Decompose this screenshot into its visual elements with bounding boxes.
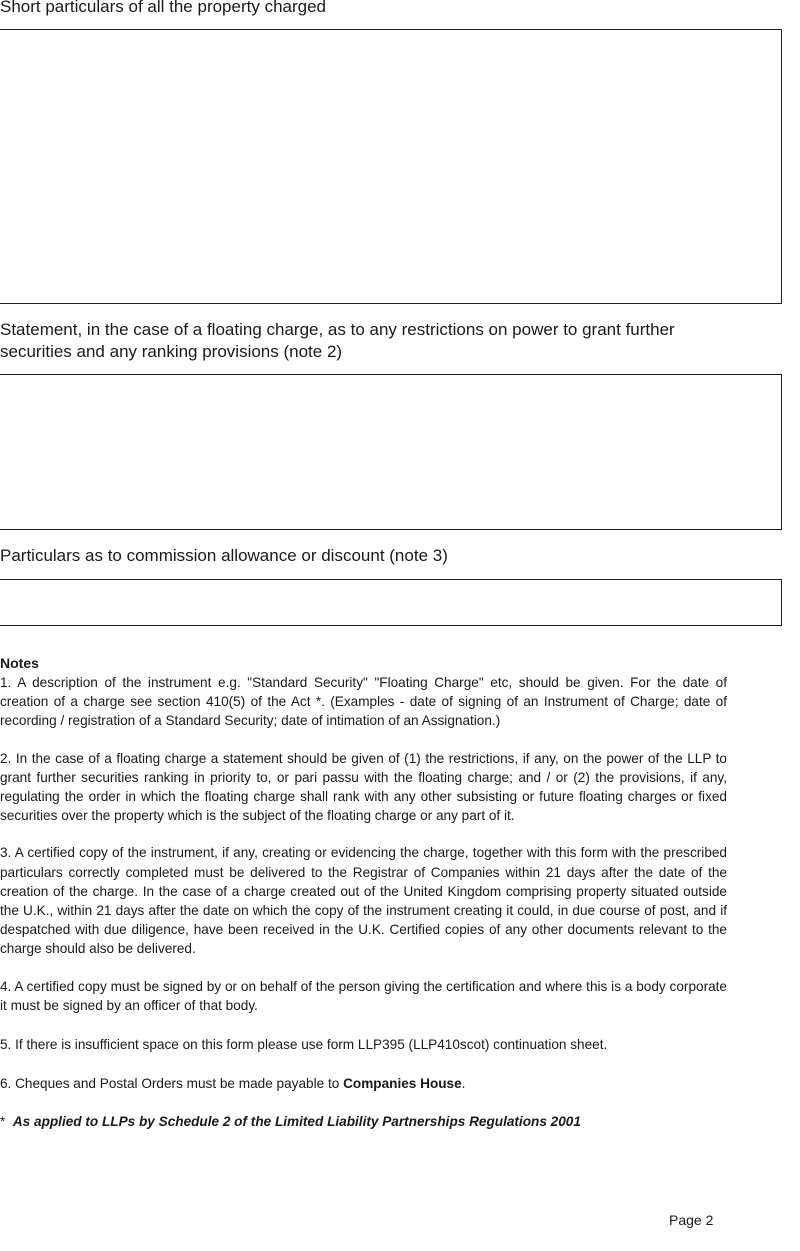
note-6-payee: Companies House: [343, 1076, 462, 1092]
footnote-text: As applied to LLPs by Schedule 2 of the Limited Liability Partnerships Regulations 2001: [12, 1114, 581, 1130]
note-3: 3. A certified copy of the instrument, if any, creating or evidencing the charge, together with this form with the prescribed particulars correctly completed must be delivered to the Registrar of Companies within 21 days after the date of the creation of the charge. In the case of a charge created out of the United Kingdom comprising property situated outside the U.K., within 21 days after the date on which the copy of the instrument creating it could, in due course of post, and if despatched with due diligence, have been received in the U.K. Certified copies of any other documents relevant to the charge should also be delivered.: [0, 845, 727, 957]
note-2: 2. In the case of a floating charge a statement should be given of (1) the restrictions, if any, on the power of the LLP to grant further securities ranking in priority to, or pari passu with the floating charge; and / or (2) the provisions, if any, regulating the order in which the floating charge shall rank with any other subsisting or future floating charges or fixed securities over the property which is the subject of the floating charge or any part of it.: [0, 750, 727, 824]
commission-section-heading: Particulars as to commission allowance or discount (note 3): [0, 546, 448, 565]
note-6-prefix: 6. Cheques and Postal Orders must be made payable to: [0, 1076, 344, 1092]
floating-charge-heading-line1: Statement, in the case of a floating charge, as to any restrictions on power to grant further: [0, 320, 675, 339]
note-1: 1. A description of the instrument e.g. "Standard Security" "Floating Charge" etc, should be given. For the date of creation of a charge see section 410(5) of the Act *. (Examples - date of signing of an Instrument of Charge; date of recording / registration of a Standard Security; date of intimation of an Assignation.): [0, 675, 727, 729]
note-6-suffix: .: [461, 1076, 466, 1092]
note-5: 5. If there is insufficient space on this form please use form LLP395 (LLP410scot) continuation sheet.: [0, 1037, 608, 1053]
floating-charge-section-heading: [0, 319, 675, 363]
floating-charge-heading-line2: securities and any ranking provisions (note 2): [0, 342, 343, 361]
floating-charge-statement-field[interactable]: [0, 374, 782, 530]
note-6: [0, 1074, 727, 1093]
note-4: 4. A certified copy must be signed by or on behalf of the person giving the certification and where this is a body corporate it must be signed by an officer of that body.: [0, 978, 727, 1013]
property-section-heading: Short particulars of all the property charged: [0, 0, 327, 16]
notes-section: [0, 654, 727, 1132]
property-particulars-field[interactable]: [0, 29, 782, 304]
commission-particulars-field[interactable]: [0, 579, 782, 626]
footnote: [0, 1112, 727, 1131]
footnote-marker: *: [0, 1114, 6, 1130]
notes-title: Notes: [0, 655, 39, 671]
page-number: Page 2: [669, 1212, 714, 1228]
